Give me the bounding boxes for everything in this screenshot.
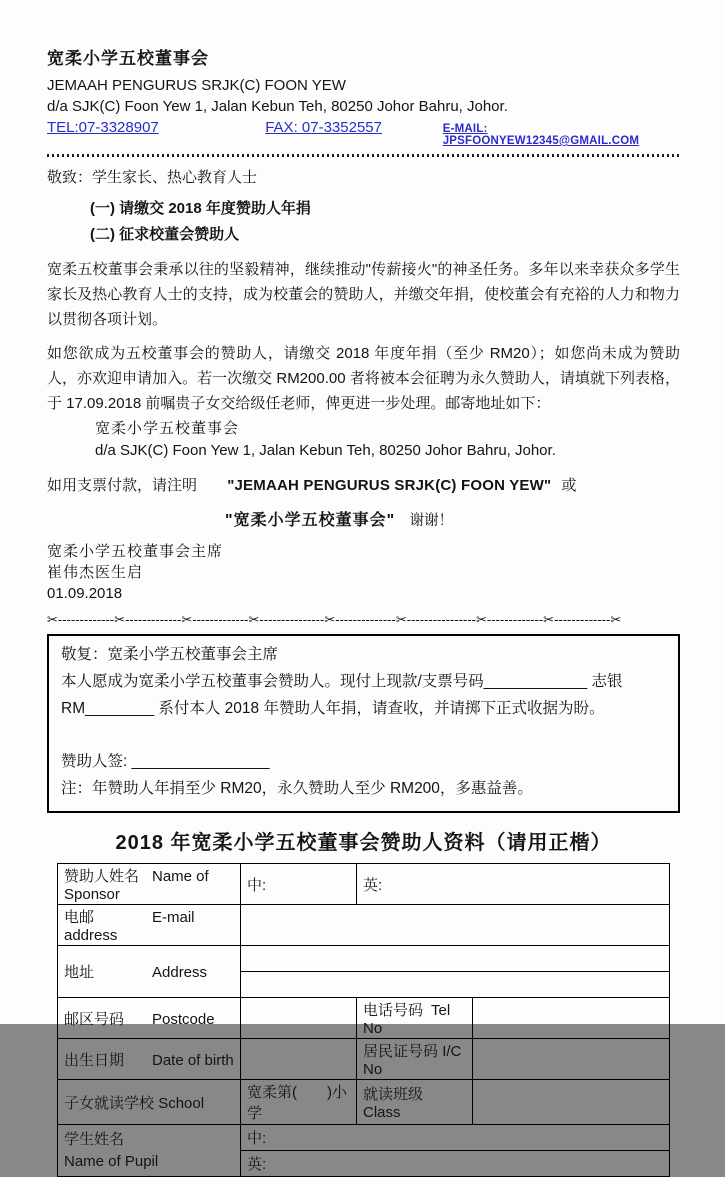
- signoff-date: 01.09.2018: [47, 585, 123, 602]
- cheque-instruction-line2: [225, 507, 680, 530]
- letterhead: [47, 44, 680, 157]
- cheque-payee-en: "JEMAAH PENGURUS SRJK(C) FOON YEW": [227, 477, 552, 494]
- ic-label-en: I/C No: [363, 1043, 462, 1078]
- dob-label: [58, 1039, 241, 1080]
- ic-label-cn: 居民证号码: [363, 1043, 439, 1060]
- tel-field[interactable]: [473, 998, 670, 1039]
- email-link[interactable]: E-MAIL: JPSFOONYEW12345@GMAIL.COM: [442, 123, 640, 147]
- org-name-latin: JEMAAH PENGURUS SRJK(C) FOON YEW: [47, 77, 346, 94]
- class-field[interactable]: [473, 1080, 670, 1125]
- address-label: [58, 946, 241, 998]
- dob-field[interactable]: [241, 1039, 357, 1080]
- table-row-school-class: [58, 1080, 670, 1125]
- pupil-name-label: [58, 1125, 241, 1177]
- form-title: 2018 年宽柔小学五校董事会赞助人资料（请用正楷）: [115, 832, 612, 854]
- email-field[interactable]: [241, 905, 670, 946]
- class-label: [357, 1080, 473, 1125]
- dotted-separator: [47, 154, 680, 157]
- letter-body: [47, 166, 680, 604]
- table-row-postcode-tel: [58, 998, 670, 1039]
- tel-label: [357, 998, 473, 1039]
- salutation: 敬致：学生家长、热心教育人士: [47, 169, 258, 186]
- cheque-prefix: 如用支票付款，请注明: [47, 477, 198, 494]
- cheque-payee-cn: "宽柔小学五校董事会": [225, 512, 396, 529]
- tel-link[interactable]: TEL:07-3328907: [47, 119, 159, 136]
- tel-label-en: Tel No: [363, 1002, 451, 1037]
- org-address: d/a SJK(C) Foon Yew 1, Jalan Kebun Teh, 80250 Johor Bahru, Johor.: [47, 98, 508, 115]
- email-label: [58, 905, 241, 946]
- reply-note: 注：年赞助人年捐至少 RM20，永久赞助人至少 RM200，多惠益善。: [61, 780, 533, 797]
- school-label-cn: 子女就读学校: [64, 1094, 155, 1112]
- subject-item-1: (一) 请缴交 2018 年度赞助人年捐: [90, 200, 311, 217]
- contact-links: [47, 119, 680, 147]
- cheque-instruction: [47, 474, 680, 495]
- ic-label: [357, 1039, 473, 1080]
- sponsor-name-label-en: Name of Sponsor: [64, 868, 209, 903]
- sponsor-form-table: [57, 863, 670, 1177]
- table-row-email: [58, 905, 670, 946]
- cheque-thanks: 谢谢！: [409, 513, 454, 529]
- sponsor-signature-line: 赞助人签: ________________: [61, 753, 270, 770]
- paragraph-details: 如您欲成为五校董事会的赞助人，请缴交 2018 年度年捐（至少 RM20）；如您尚未成为赞助人，亦欢迎申请加入。若一次缴交 RM200.00 者将被本会征聘为永久赞助人，请填就下列表格，于 17.09.2018 前嘱贵子女交给级任老师，俾更进一步处理。邮寄地址如下：: [47, 345, 680, 412]
- mailing-address-cn: 宽柔小学五校董事会: [95, 420, 240, 437]
- table-row-dob-ic: [58, 1039, 670, 1080]
- address-label-cn: 地址: [64, 964, 95, 981]
- reply-spacer: [61, 722, 666, 748]
- school-field[interactable]: 宽柔第( )小学: [241, 1080, 357, 1125]
- sponsor-name-label: [58, 864, 241, 905]
- address-field-line1[interactable]: [241, 946, 670, 972]
- table-row-sponsor-name: [58, 864, 670, 905]
- pupil-name-cn-field[interactable]: 中:: [241, 1125, 670, 1151]
- dob-label-cn: 出生日期: [64, 1051, 125, 1069]
- class-label-cn: 就读班级: [363, 1086, 424, 1103]
- pupil-name-en-field[interactable]: 英:: [241, 1151, 670, 1177]
- table-row-address-1: [58, 946, 670, 972]
- cut-line-scissors-icons: ✂-------------✂-------------✂-------------✂---------------✂--------------✂----------------✂-------------✂-------------✂: [47, 612, 622, 627]
- sponsor-name-en-field[interactable]: 英:: [357, 864, 670, 905]
- subject-item-2: (二) 征求校董会赞助人: [90, 226, 240, 243]
- tel-label-cn: 电话号码: [363, 1002, 424, 1019]
- reply-slip: [47, 634, 680, 813]
- pupil-name-label-cn: 学生姓名: [64, 1130, 125, 1148]
- signoff-name: 崔伟杰医生启: [47, 564, 144, 581]
- table-row-pupil-1: [58, 1125, 670, 1151]
- postcode-label-en: Postcode: [152, 1010, 215, 1028]
- cheque-or: 或: [561, 477, 577, 494]
- reply-body: 本人愿成为宽柔小学五校董事会赞助人。现付上现款/支票号码____________ 志银 RM________ 系付本人 2018 年赞助人年捐，请查收，并请掷下正式收据为盼。: [61, 673, 623, 717]
- postcode-label: [58, 998, 241, 1039]
- pupil-name-label-en: Name of Pupil: [64, 1152, 159, 1170]
- org-title: 宽柔小学五校董事会: [47, 49, 209, 68]
- email-label-cn: 电邮: [64, 909, 95, 926]
- postcode-label-cn: 邮区号码: [64, 1010, 125, 1028]
- class-label-en: Class: [363, 1104, 401, 1121]
- school-label: [58, 1080, 241, 1125]
- reply-salutation: 敬复：宽柔小学五校董事会主席: [61, 646, 279, 663]
- address-label-en: Address: [152, 964, 208, 981]
- email-label-en: E-mail address: [64, 909, 195, 944]
- signoff: [47, 541, 680, 604]
- dob-label-en: Date of birth: [152, 1051, 234, 1069]
- ic-field[interactable]: [473, 1039, 670, 1080]
- postcode-field[interactable]: [241, 998, 357, 1039]
- address-field-line2[interactable]: [241, 972, 670, 998]
- sponsor-name-cn-field[interactable]: 中:: [241, 864, 357, 905]
- school-label-en: School: [158, 1094, 205, 1112]
- paragraph-intro: 宽柔五校董事会秉承以往的坚毅精神，继续推动"传薪接火"的神圣任务。多年以来幸获众多学生家长及热心教育人士的支持，成为校董会的赞助人，并缴交年捐，使校董会有充裕的人力和物力以贯彻各项计划。: [47, 261, 680, 328]
- signoff-title: 宽柔小学五校董事会主席: [47, 543, 224, 560]
- fax-link[interactable]: FAX: 07-3352557: [265, 119, 382, 136]
- mailing-address-latin: d/a SJK(C) Foon Yew 1, Jalan Kebun Teh, 80250 Johor Bahru, Johor.: [95, 442, 556, 459]
- sponsor-name-label-cn: 赞助人姓名: [64, 868, 140, 885]
